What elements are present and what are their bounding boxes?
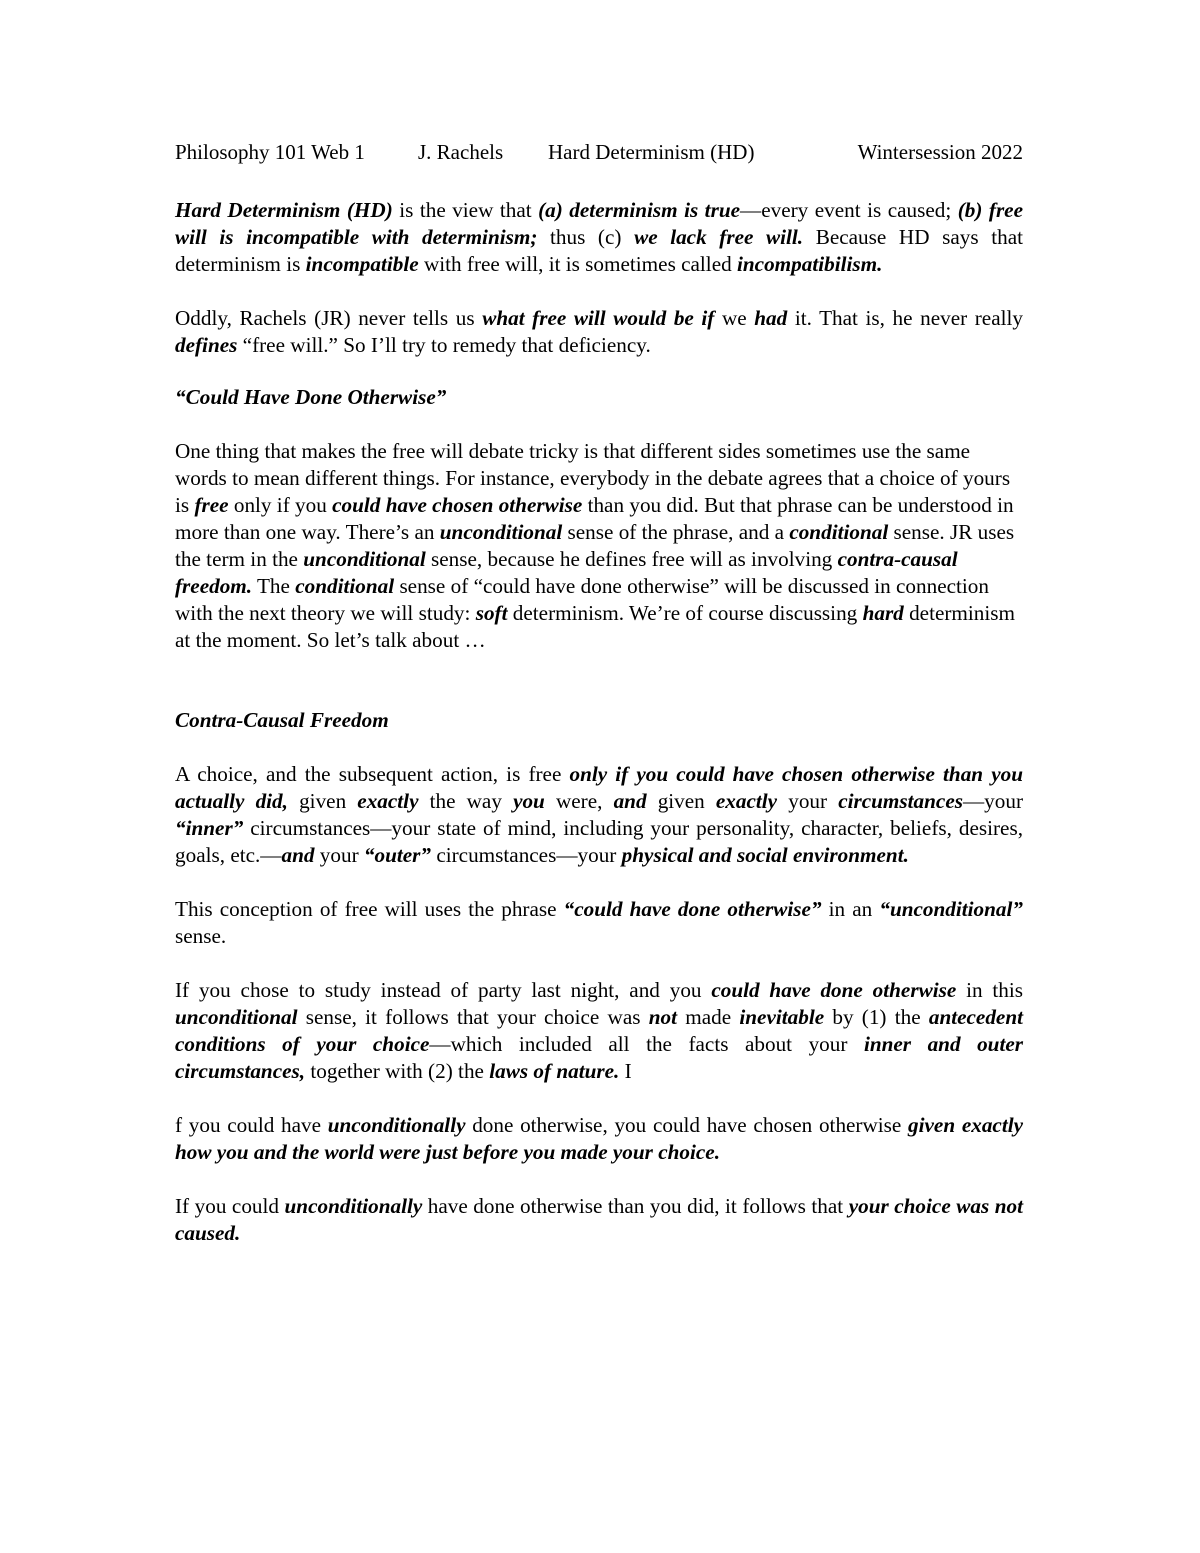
body-text: in this (956, 978, 1024, 1002)
emphasis-text: incompatible (305, 252, 419, 276)
emphasis-text: could have done otherwise (711, 978, 957, 1002)
emphasis-text: incompatibilism. (737, 252, 883, 276)
body-text: with free will, it is sometimes called (418, 252, 737, 276)
body-text: is the view that (392, 198, 539, 222)
body-text: sense of “could have done otherwise” will be discussed in connection with the next theory we will study: (175, 574, 989, 625)
paragraph-oddly (175, 305, 1023, 359)
emphasis-text: and (281, 843, 315, 867)
body-text: given (287, 789, 358, 813)
body-text: sense of the phrase, and a (562, 520, 790, 544)
emphasis-text: we lack free will. (634, 225, 804, 249)
body-text: I (619, 1059, 632, 1083)
section-heading-could-have-done-otherwise: “Could Have Done Otherwise” (175, 385, 447, 409)
document-header (175, 140, 1023, 170)
body-text: This conception of free will uses the phrase (175, 897, 564, 921)
emphasis-text: antecedent conditions of your choice (175, 1005, 1023, 1056)
body-text: by (1) the (824, 1005, 929, 1029)
emphasis-text: conditional (789, 520, 889, 544)
body-text: sense. JR uses the term in the (175, 520, 1015, 571)
page-content (175, 140, 1023, 1247)
paragraph-study-example (175, 977, 1023, 1085)
paragraph-debate (175, 438, 1023, 654)
body-text: Because HD says that determinism is (175, 225, 1023, 276)
body-text: determinism. We’re of course discussing (507, 601, 863, 625)
emphasis-text: contra-causal freedom. (175, 547, 958, 598)
emphasis-text: physical and social environment. (621, 843, 909, 867)
body-text: thus (c) (537, 225, 635, 249)
body-text: in an (821, 897, 880, 921)
body-text: we (714, 306, 755, 330)
body-text: f you could have (175, 1113, 328, 1137)
body-text: sense, it follows that your choice was (297, 1005, 649, 1029)
emphasis-text: what free will would be if (482, 306, 715, 330)
emphasis-text: could have chosen otherwise (332, 493, 583, 517)
body-text: sense. (175, 924, 227, 948)
body-text: than you did. But that phrase can be understood in more than one way. There’s an (175, 493, 1014, 544)
body-text: —which included all the facts about your (429, 1032, 864, 1056)
emphasis-text: “unconditional” (879, 897, 1024, 921)
emphasis-text: and (613, 789, 647, 813)
emphasis-text: “inner” (175, 816, 244, 840)
body-text: circumstances—your state of mind, including your personality, character, beliefs, desires, goals, etc.— (175, 816, 1023, 867)
emphasis-text: unconditional (439, 520, 563, 544)
emphasis-text: unconditionally (327, 1113, 466, 1137)
body-text: One thing that makes the free will debate tricky is that different sides sometimes use the same words to mean different things. For instance, everybody in the debate agrees that a choice of yours is (175, 439, 1011, 517)
paragraph-conception (175, 896, 1023, 950)
body-text: Oddly, Rachels (JR) never tells us (175, 306, 483, 330)
body-text: circumstances—your (431, 843, 622, 867)
paragraph-not-caused (175, 1193, 1023, 1247)
emphasis-text: given exactly how you and the world were just before you made your choice. (175, 1113, 1023, 1164)
body-text: made (677, 1005, 740, 1029)
topic-label: Hard Determinism (HD) (548, 140, 755, 164)
emphasis-text: unconditional (175, 1005, 298, 1029)
emphasis-text: not (648, 1005, 678, 1029)
body-text: your (777, 789, 839, 813)
emphasis-text: only if you could have chosen otherwise than you actually did, (175, 762, 1023, 813)
emphasis-text: hard (862, 601, 904, 625)
body-text: the way (418, 789, 514, 813)
course-label: Philosophy 101 Web 1 (175, 140, 365, 164)
emphasis-text: free (194, 493, 229, 517)
emphasis-text: you (513, 789, 545, 813)
paragraph-definition (175, 197, 1023, 278)
body-text: If you chose to study instead of party last night, and you (175, 978, 712, 1002)
body-text: your (314, 843, 364, 867)
emphasis-text: defines (175, 333, 238, 357)
emphasis-text: Hard Determinism (HD) (175, 198, 393, 222)
emphasis-text: soft (475, 601, 508, 625)
paragraph-unconditionally (175, 1112, 1023, 1166)
emphasis-text: (b) free will is incompatible with determinism; (175, 198, 1023, 249)
body-text: it. That is, he never really (787, 306, 1023, 330)
body-text: were, (544, 789, 614, 813)
body-text: together with (2) the (305, 1059, 490, 1083)
emphasis-text: conditional (295, 574, 395, 598)
body-text: If you could (175, 1194, 285, 1218)
term-label: Wintersession 2022 (857, 140, 1023, 164)
emphasis-text: (a) determinism is true (538, 198, 741, 222)
emphasis-text: laws of nature. (489, 1059, 620, 1083)
emphasis-text: inevitable (739, 1005, 825, 1029)
body-text: sense, because he defines free will as involving (425, 547, 838, 571)
paragraph-contra-causal (175, 761, 1023, 869)
emphasis-text: your choice was not caused. (175, 1194, 1023, 1245)
emphasis-text: unconditional (303, 547, 426, 571)
body-text: have done otherwise than you did, it follows that (422, 1194, 849, 1218)
section-heading-contra-causal-freedom: Contra-Causal Freedom (175, 708, 389, 732)
emphasis-text: circumstances (838, 789, 963, 813)
emphasis-text: “could have done otherwise” (563, 897, 822, 921)
body-text: given (646, 789, 716, 813)
emphasis-text: “outer” (363, 843, 432, 867)
body-text: The (252, 574, 296, 598)
body-text: A choice, and the subsequent action, is free (175, 762, 570, 786)
body-text: “free will.” So I’ll try to remedy that deficiency. (237, 333, 651, 357)
body-text: —your (962, 789, 1024, 813)
body-text: determinism at the moment. So let’s talk about … (175, 601, 1015, 652)
emphasis-text: exactly (715, 789, 778, 813)
body-text: done otherwise, you could have chosen otherwise (465, 1113, 909, 1137)
emphasis-text: unconditionally (284, 1194, 423, 1218)
author-label: J. Rachels (418, 140, 504, 164)
body-text: —every event is caused; (740, 198, 958, 222)
emphasis-text: exactly (357, 789, 419, 813)
emphasis-text: had (754, 306, 788, 330)
body-text: only if you (228, 493, 333, 517)
emphasis-text: inner and outer circumstances, (175, 1032, 1023, 1083)
